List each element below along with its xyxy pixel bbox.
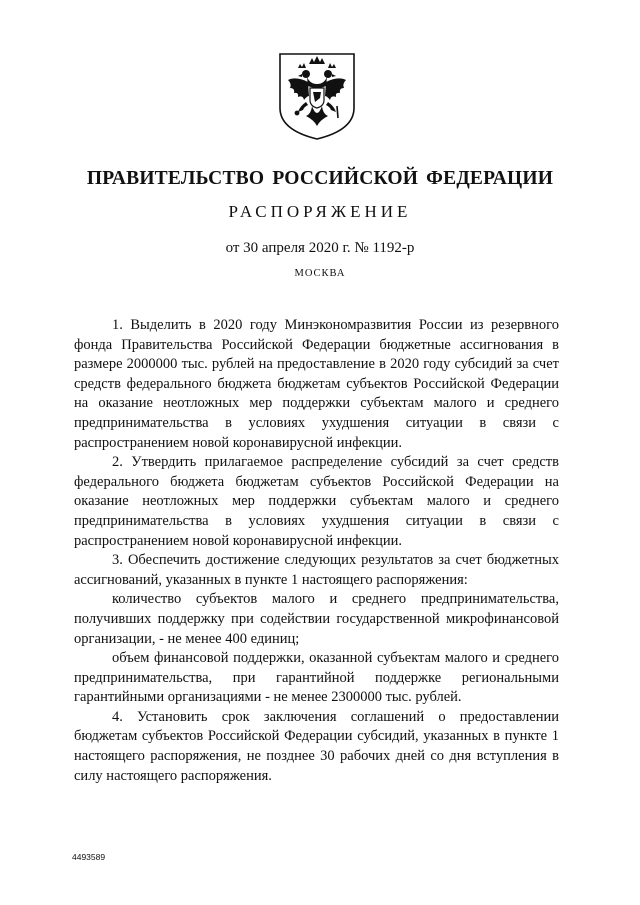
document-type: РАСПОРЯЖЕНИЕ bbox=[228, 202, 412, 221]
document-body bbox=[74, 316, 559, 786]
paragraph-1: 1. Выделить в 2020 году Минэкономразвития России из резервного фонда Правительства Российской Федерации бюджетные ассигнования в размере 2000000 тыс. рублей на предоставление в 2020 году субсидий за счет средств федерального бюджета бюджетам субъектов Российской Федерации на оказание неотложных мер поддержки субъектам малого и среднего предпринимательства в условиях ухудшения ситуации в связи с распространением новой коронавирусной инфекции. bbox=[74, 317, 559, 451]
government-title: ПРАВИТЕЛЬСТВО РОССИЙСКОЙ ФЕДЕРАЦИИ bbox=[86, 168, 554, 189]
document-code: 4493589 bbox=[72, 852, 106, 862]
paragraph-3: 3. Обеспечить достижение следующих результатов за счет бюджетных ассигнований, указанных в пункте 1 настоящего распоряжения: bbox=[74, 552, 559, 588]
paragraph-4: 4. Установить срок заключения соглашений о предоставлении бюджетам субъектов Российской Федерации субсидий, указанных в пункте 1 настоящего распоряжения, не позднее 30 рабочих дней со дня вступления в силу настоящего распоряжения. bbox=[74, 708, 559, 784]
paragraph-2: 2. Утвердить прилагаемое распределение субсидий за счет средств федерального бюджета бюджетам субъектов Российской Федерации на оказание неотложных мер поддержки субъектам малого и среднего предпринимательства в условиях ухудшения ситуации в связи с распространением новой коронавирусной инфекции. bbox=[74, 454, 559, 549]
paragraph-3a: количество субъектов малого и среднего предпринимательства, получивших поддержку при содействии государственной микрофинансовой организации, - не менее 400 единиц; bbox=[74, 591, 559, 647]
coat-of-arms-icon bbox=[276, 50, 358, 142]
paragraph-3b: объем финансовой поддержки, оказанной субъектам малого и среднего предпринимательства, при гарантийной поддержке региональными гарантийными организациями - не менее 2300000 тыс. рублей. bbox=[74, 650, 559, 706]
document-date-number: от 30 апреля 2020 г. № 1192-р bbox=[225, 240, 415, 256]
document-city: МОСКВА bbox=[294, 268, 346, 279]
